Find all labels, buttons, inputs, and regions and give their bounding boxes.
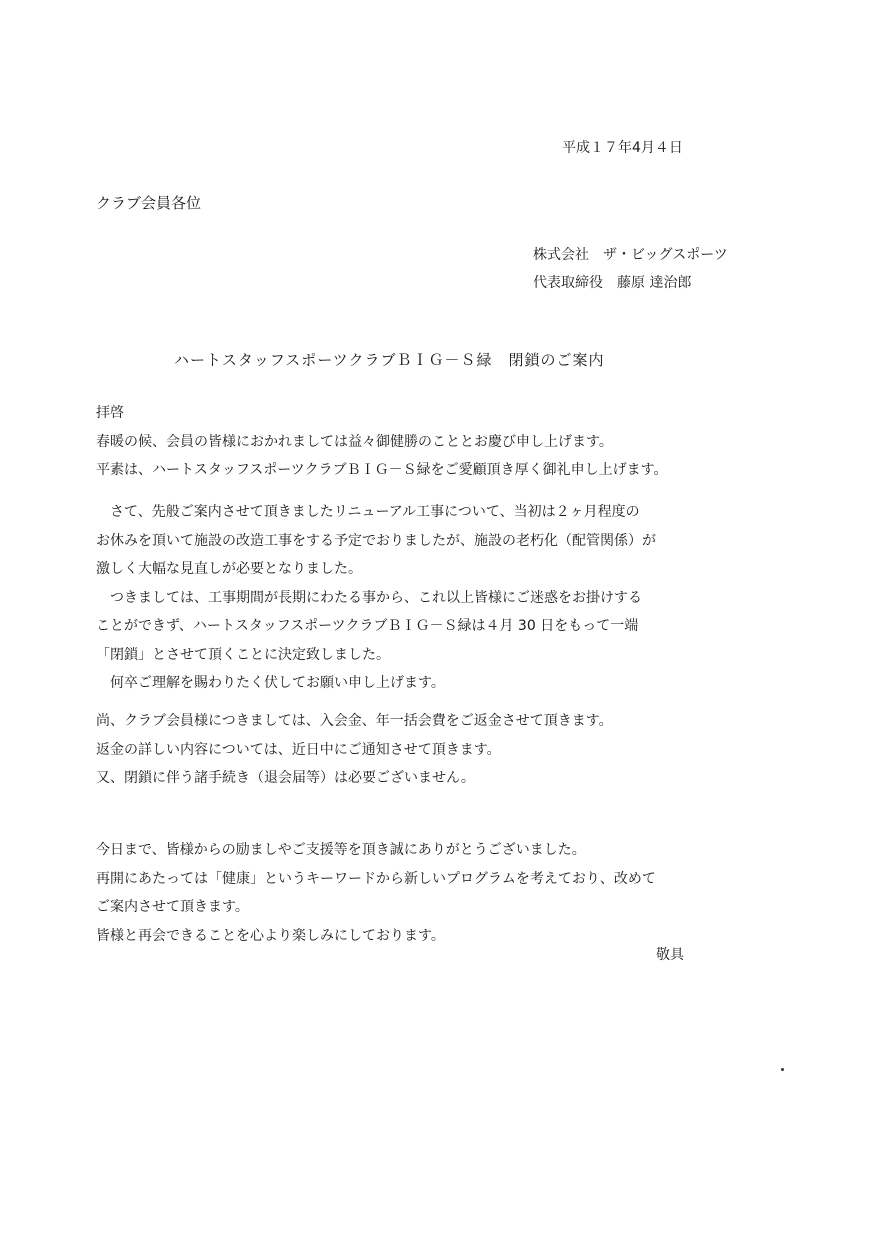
thanks-paragraph — [96, 843, 796, 957]
sender-representative: 代表取締役 藤原 達治郎 — [533, 275, 692, 291]
paragraph-line: 春暖の候、会員の皆様におかれましては益々御健勝のこととお慶び申し上げます。 — [96, 433, 613, 450]
paragraph-line: 激しく大幅な見直しが必要となりました。 — [96, 561, 362, 577]
paragraph-line: さて、先般ご案内させて頂きましたリニューアル工事について、当初は２ヶ月程度の — [96, 504, 640, 520]
greeting-paragraph — [96, 406, 796, 492]
scan-speck — [781, 1068, 784, 1071]
letter-date: 平成１７年4月４日 — [562, 140, 683, 156]
paragraph-line: 今日まで、皆様からの励ましやご支援等を頂き誠にありがとうございました。 — [96, 842, 586, 858]
paragraph-line: 「閉鎖」とさせて頂くことに決定致しました。 — [96, 646, 390, 663]
paragraph-line: 何卒ご理解を賜わりたく伏してお願い申し上げます。 — [96, 675, 445, 691]
paragraph-line: ご案内させて頂きます。 — [96, 899, 249, 915]
paragraph-line: ことができず、ハートスタッフスポーツクラブＢＩＧ－Ｓ緑は４月 30 日をもって一端 — [96, 618, 639, 634]
sender-company: 株式会社 ザ・ビッグスポーツ — [533, 247, 728, 263]
paragraph-line: お休みを頂いて施設の改造工事をする予定でおりましたが、施設の老朽化（配管関係）が — [96, 532, 656, 549]
refund-paragraph — [96, 714, 796, 800]
paragraph-line: 拝啓 — [96, 405, 124, 421]
paragraph-line: 尚、クラブ会員様につきましては、入会金、年一括会費をご返金させて頂きます。 — [96, 713, 613, 729]
paragraph-line: 返金の詳しい内容については、近日中にご通知させて頂きます。 — [96, 741, 501, 758]
letter-title: ハートスタッフスポーツクラブＢＩＧ－Ｓ緑 閉鎖のご案内 — [174, 351, 605, 369]
closing-phrase: 敬具 — [656, 947, 684, 963]
addressee: クラブ会員各位 — [96, 194, 202, 212]
paragraph-line: 皆様と再会できることを心より楽しみにしております。 — [96, 927, 445, 944]
closure-notice-paragraph — [96, 505, 796, 705]
paragraph-line: 平素は、ハートスタッフスポーツクラブＢＩＧ－Ｓ緑をご愛顧頂き厚く御礼申し上げます。 — [96, 462, 668, 478]
paragraph-line: 再開にあたっては「健康」というキーワードから新しいプログラムを考えており、改めて — [96, 870, 656, 887]
paragraph-line: つきましては、工事期間が長期にわたる事から、これ以上皆様にご迷惑をお掛けする — [96, 589, 642, 606]
paragraph-line: 又、閉鎖に伴う諸手続き（退会届等）は必要ございません。 — [96, 770, 475, 786]
